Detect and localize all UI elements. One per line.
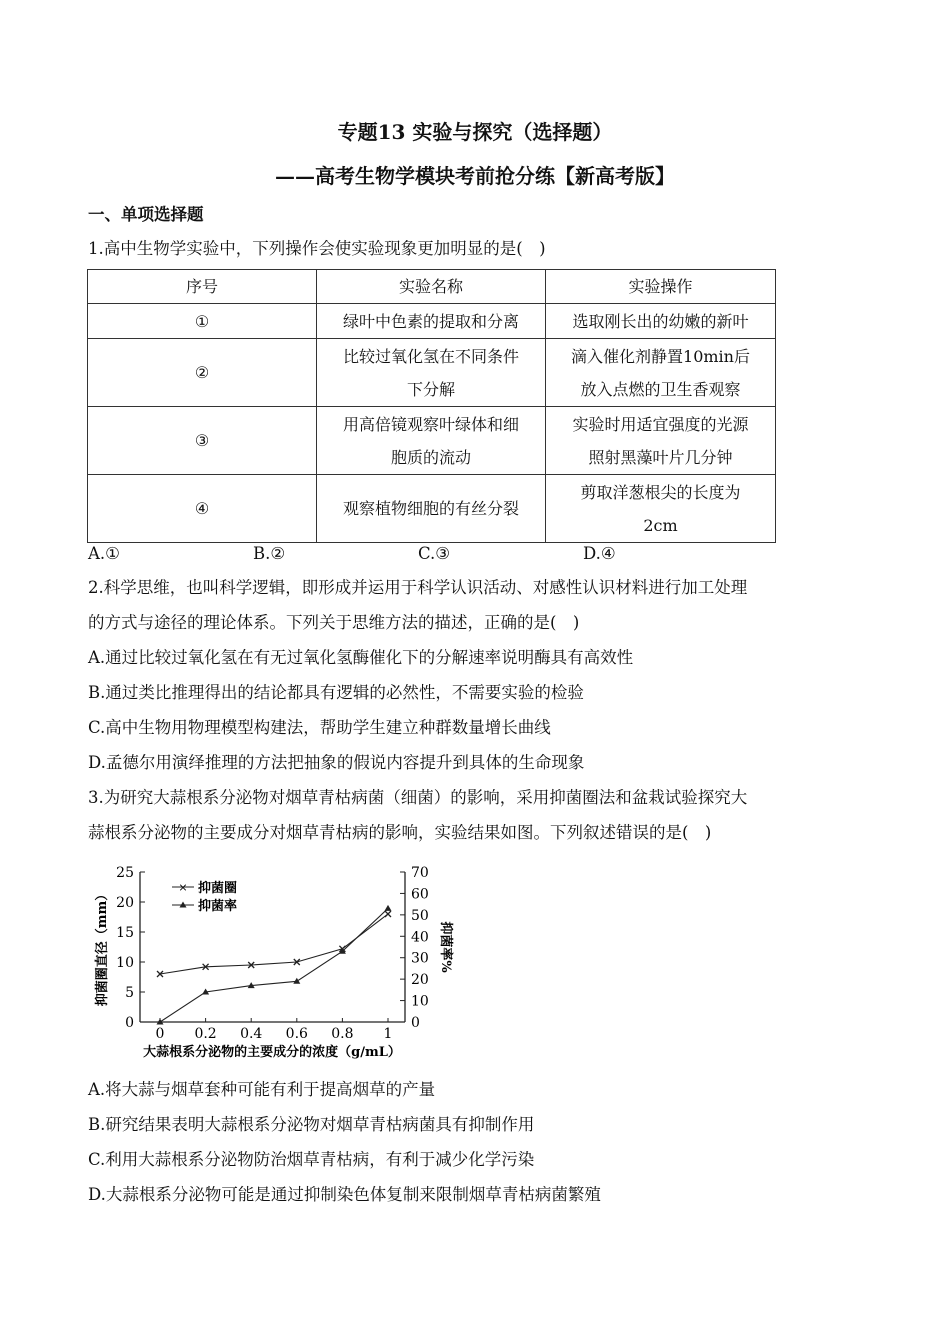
right-tick-label: 60: [411, 886, 429, 903]
data-point-triangle: [293, 978, 300, 984]
inhibition-chart: [90, 852, 453, 1064]
right-tick-label: 10: [411, 993, 429, 1010]
right-axis-label: 抑菌率%: [438, 921, 453, 973]
left-tick-label: 0: [125, 1015, 134, 1031]
table-row: [88, 407, 776, 475]
cell-text: 胞质的流动: [390, 447, 471, 467]
x-tick-label: 0.2: [194, 1026, 217, 1042]
question-2-stem-line1: 2.科学思维，也叫科学逻辑，即形成并运用于科学认识活动、对感性认识材料进行加工处理: [88, 578, 748, 597]
option-a: A.①: [88, 544, 120, 563]
document-title: 专题13 实验与探究（选择题）: [337, 120, 613, 144]
table-row: [88, 304, 776, 339]
cell-text: 照射黑藻叶片几分钟: [588, 447, 733, 467]
cell-text: 放入点燃的卫生香观察: [580, 379, 741, 399]
left-tick-label: 5: [125, 985, 134, 1001]
cell-text: 剪取洋葱根尖的长度为: [580, 482, 741, 502]
table-cell-name: [317, 475, 546, 543]
table-cell-number: ③: [88, 407, 317, 475]
question-2-option-c: C.高中生物用物理模型构建法，帮助学生建立种群数量增长曲线: [88, 718, 551, 737]
cell-text: 用高倍镜观察叶绿体和细: [342, 414, 519, 434]
question-2-option-d: D.孟德尔用演绎推理的方法把抽象的假说内容提升到具体的生命现象: [88, 753, 585, 772]
x-tick-label: 0.4: [240, 1026, 263, 1042]
legend-marker-x: ×: [178, 881, 188, 894]
left-axis-ticks: [116, 865, 145, 1031]
option-b: B.②: [253, 544, 286, 563]
document-subtitle: ——高考生物学模块考前抢分练【新高考版】: [275, 164, 675, 188]
data-point-triangle: [385, 905, 392, 911]
cell-text: 滴入催化剂静置10min后: [571, 346, 750, 366]
left-tick-label: 15: [116, 925, 134, 941]
right-tick-label: 0: [411, 1015, 420, 1031]
data-point-x: [385, 911, 391, 917]
table-header-cell: 实验操作: [546, 270, 776, 304]
question-3-stem-line2: 蒜根系分泌物的主要成分对烟草青枯病的影响，实验结果如图。下列叙述错误的是( ): [88, 823, 712, 842]
table-cell-number: ④: [88, 475, 317, 543]
question-3-option-d: D.大蒜根系分泌物可能是通过抑制染色体复制来限制烟草青枯病菌繁殖: [88, 1185, 601, 1204]
question-1-stem: 1.高中生物学实验中，下列操作会使实验现象更加明显的是( ): [88, 239, 546, 258]
question-2-option-b: B.通过类比推理得出的结论都具有逻辑的必然性，不需要实验的检验: [88, 683, 584, 702]
legend-label-1: 抑菌圈: [198, 881, 238, 896]
question-3-option-b: B.研究结果表明大蒜根系分泌物对烟草青枯病菌具有抑制作用: [88, 1115, 535, 1134]
x-tick-label: 0.6: [285, 1026, 308, 1042]
left-tick-label: 10: [116, 955, 134, 971]
table-cell-name: [317, 339, 546, 407]
table-cell-operation: [546, 339, 776, 407]
table-cell-operation: [546, 407, 776, 475]
table-cell-number: ①: [88, 304, 317, 339]
table-row: [88, 339, 776, 407]
table-cell-number: ②: [88, 339, 317, 407]
legend: [172, 880, 237, 914]
left-tick-label: 25: [116, 865, 134, 881]
cell-text: 比较过氧化氢在不同条件: [342, 346, 519, 366]
left-tick-label: 20: [116, 895, 134, 911]
question-3-stem-line1: 3.为研究大蒜根系分泌物对烟草青枯病菌（细菌）的影响，采用抑菌圈法和盆栽试验探究大: [88, 788, 748, 807]
table-cell-name: [317, 407, 546, 475]
series-layer: [157, 905, 392, 1025]
option-d: D.④: [583, 544, 616, 563]
table-row: [88, 475, 776, 543]
experiment-table: [87, 269, 776, 543]
right-tick-label: 30: [411, 950, 429, 967]
right-axis-ticks: [400, 865, 429, 1031]
table-cell-operation: [546, 304, 776, 339]
table-cell-name: [317, 304, 546, 339]
right-tick-label: 40: [411, 929, 429, 946]
question-2-stem-line2: 的方式与途径的理论体系。下列关于思维方法的描述，正确的是( ): [88, 613, 580, 632]
right-tick-label: 50: [411, 907, 429, 924]
question-3-option-c: C.利用大蒜根系分泌物防治烟草青枯病，有利于减少化学污染: [88, 1150, 535, 1169]
x-axis-label: 大蒜根系分泌物的主要成分的浓度（g/mL）: [143, 1045, 401, 1060]
x-tick-label: 0.8: [331, 1026, 354, 1042]
option-c: C.③: [418, 544, 451, 563]
question-3-option-a: A.将大蒜与烟草套种可能有利于提高烟草的产量: [88, 1080, 436, 1099]
cell-text: 实验时用适宜强度的光源: [572, 414, 749, 434]
question-2-option-a: A.通过比较过氧化氢在有无过氧化氢酶催化下的分解速率说明酶具有高效性: [88, 648, 634, 667]
table-header-cell: 序号: [88, 270, 317, 304]
cell-text: 选取刚长出的幼嫩的新叶: [572, 311, 749, 331]
legend-label-2: 抑菌率: [198, 899, 238, 914]
cell-text: 2cm: [643, 515, 678, 535]
series-line-抑菌率: [160, 908, 388, 1022]
left-axis-label: 抑菌圈直径（mm）: [95, 887, 110, 1007]
x-tick-label: 0: [155, 1026, 165, 1042]
right-tick-label: 20: [411, 972, 429, 989]
table-cell-operation: [546, 475, 776, 543]
cell-text: 观察植物细胞的有丝分裂: [342, 499, 519, 518]
table-header-row: [88, 270, 776, 304]
table-header-cell: 实验名称: [317, 270, 546, 304]
cell-text: 绿叶中色素的提取和分离: [342, 311, 519, 331]
x-tick-label: 1: [383, 1026, 393, 1042]
section-heading: 一、单项选择题: [88, 205, 204, 224]
cell-text: 下分解: [406, 379, 455, 399]
right-tick-label: 70: [411, 865, 429, 881]
series-line-抑菌圈: [160, 914, 388, 974]
